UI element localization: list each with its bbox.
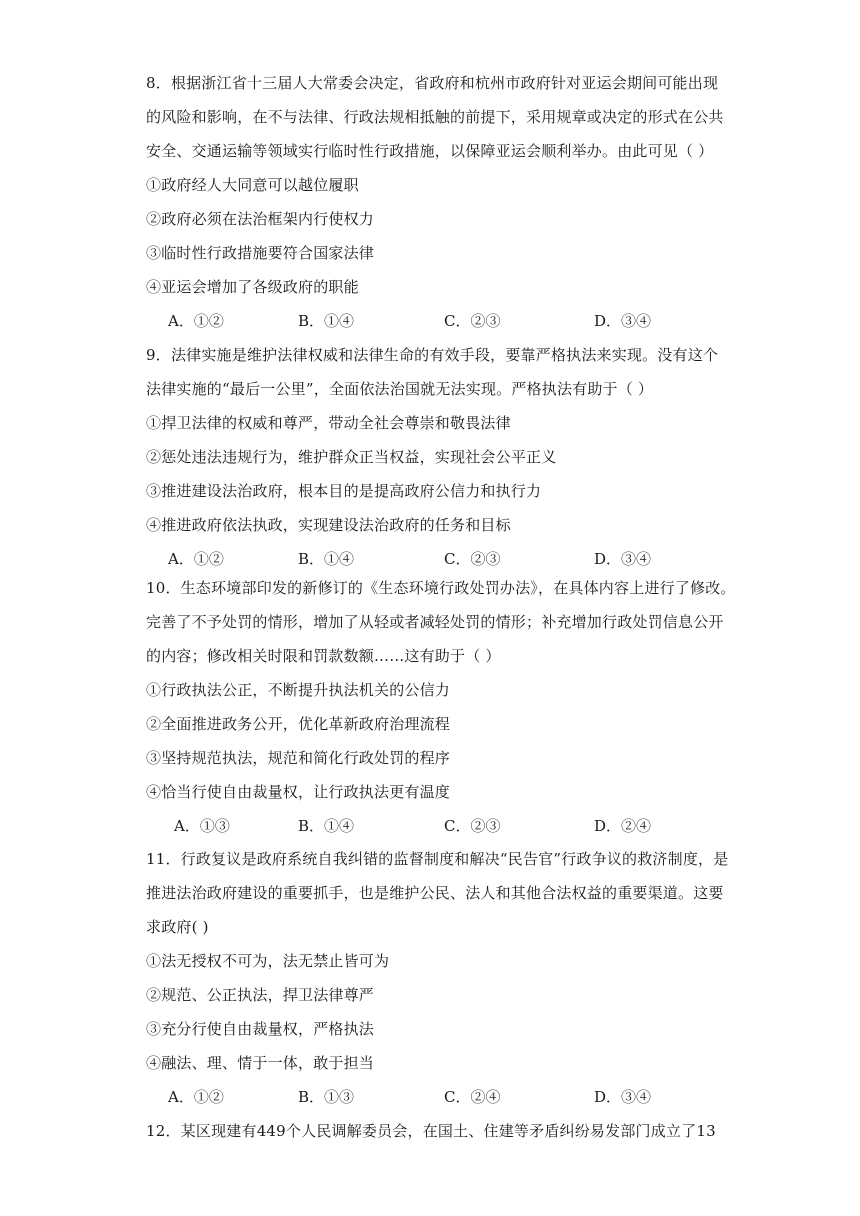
statement-item: ①政府经人大同意可以越位履职 (146, 176, 359, 194)
question-stem-line: 法律实施的“最后一公里”，全面依法治国就无法实现。严格执法有助于（ ） (146, 380, 654, 398)
option-b: B．①③ (298, 1088, 355, 1106)
question-stem-line: 10．生态环境部印发的新修订的《生态环境行政处罚办法》，在具体内容上进行了修改。 (146, 579, 736, 597)
question-9 (146, 338, 720, 576)
option-a: A．①② (168, 312, 224, 330)
option-a: A．①② (168, 1088, 224, 1106)
option-b: B．①④ (298, 817, 355, 835)
statement-item: ②惩处违法违规行为，维护群众正当权益，实现社会公平正义 (146, 448, 557, 466)
option-d: D．②④ (594, 817, 652, 835)
question-stem-line: 安全、交通运输等领域实行临时性行政措施，以保障亚运会顺利举办。由此可见（ ） (146, 142, 714, 160)
option-c: C．②④ (444, 1088, 501, 1106)
option-c: C．②③ (444, 312, 501, 330)
options-row (146, 809, 720, 843)
question-10 (146, 571, 736, 843)
statement-item: ③坚持规范执法，规范和简化行政处罚的程序 (146, 749, 451, 767)
question-stem-line: 的风险和影响，在不与法律、行政法规相抵触的前提下，采用规章或决定的形式在公共 (146, 108, 724, 126)
question-stem-line: 11．行政复议是政府系统自我纠错的监督制度和解决“民告官”行政争议的救济制度，是 (146, 850, 729, 868)
statement-item: ③临时性行政措施要符合国家法律 (146, 244, 375, 262)
statement-item: ②政府必须在法治框架内行使权力 (146, 210, 375, 228)
question-stem-line: 12．某区现建有449个人民调解委员会，在国土、住建等矛盾纠纷易发部门成立了13 (146, 1122, 716, 1140)
statement-item: ①捍卫法律的权威和尊严，带动全社会尊崇和敬畏法律 (146, 414, 511, 432)
option-d: D．③④ (594, 312, 652, 330)
statement-item: ①行政执法公正，不断提升执法机关的公信力 (146, 681, 451, 699)
question-stem-line: 的内容；修改相关时限和罚款数额……这有助于（ ） (146, 647, 501, 665)
option-d: D．③④ (594, 550, 652, 568)
option-b: B．①④ (298, 312, 355, 330)
statement-item: ④亚运会增加了各级政府的职能 (146, 278, 359, 296)
statement-item: ①法无授权不可为，法无禁止皆可为 (146, 952, 390, 970)
question-11 (146, 842, 729, 1114)
question-stem-line: 完善了不予处罚的情形，增加了从轻或者减轻处罚的情形；补充增加行政处罚信息公开 (146, 613, 724, 631)
option-a: A．①② (168, 550, 224, 568)
options-row (146, 304, 720, 338)
question-8 (146, 66, 724, 338)
option-c: C．②③ (444, 817, 501, 835)
question-stem-line: 9．法律实施是维护法律权威和法律生命的有效手段，要靠严格执法来实现。没有这个 (146, 346, 719, 364)
question-12 (146, 1114, 720, 1148)
option-a: A．①③ (174, 817, 230, 835)
question-stem-line: 求政府( ) (146, 918, 209, 936)
statement-item: ④融法、理、情于一体，敢于担当 (146, 1054, 375, 1072)
option-b: B．①④ (298, 550, 355, 568)
option-c: C．②③ (444, 550, 501, 568)
statement-item: ④恰当行使自由裁量权，让行政执法更有温度 (146, 783, 451, 801)
option-d: D．③④ (594, 1088, 652, 1106)
statement-item: ③充分行使自由裁量权，严格执法 (146, 1020, 375, 1038)
statement-item: ②规范、公正执法，捍卫法律尊严 (146, 986, 375, 1004)
question-stem-line: 推进法治政府建设的重要抓手，也是维护公民、法人和其他合法权益的重要渠道。这要 (146, 884, 724, 902)
statement-item: ③推进建设法治政府，根本目的是提高政府公信力和执行力 (146, 482, 542, 500)
statement-item: ②全面推进政务公开，优化革新政府治理流程 (146, 715, 451, 733)
options-row (146, 1080, 720, 1114)
statement-item: ④推进政府依法执政，实现建设法治政府的任务和目标 (146, 516, 511, 534)
question-stem-line: 8．根据浙江省十三届人大常委会决定，省政府和杭州市政府针对亚运会期间可能出现 (146, 74, 719, 92)
